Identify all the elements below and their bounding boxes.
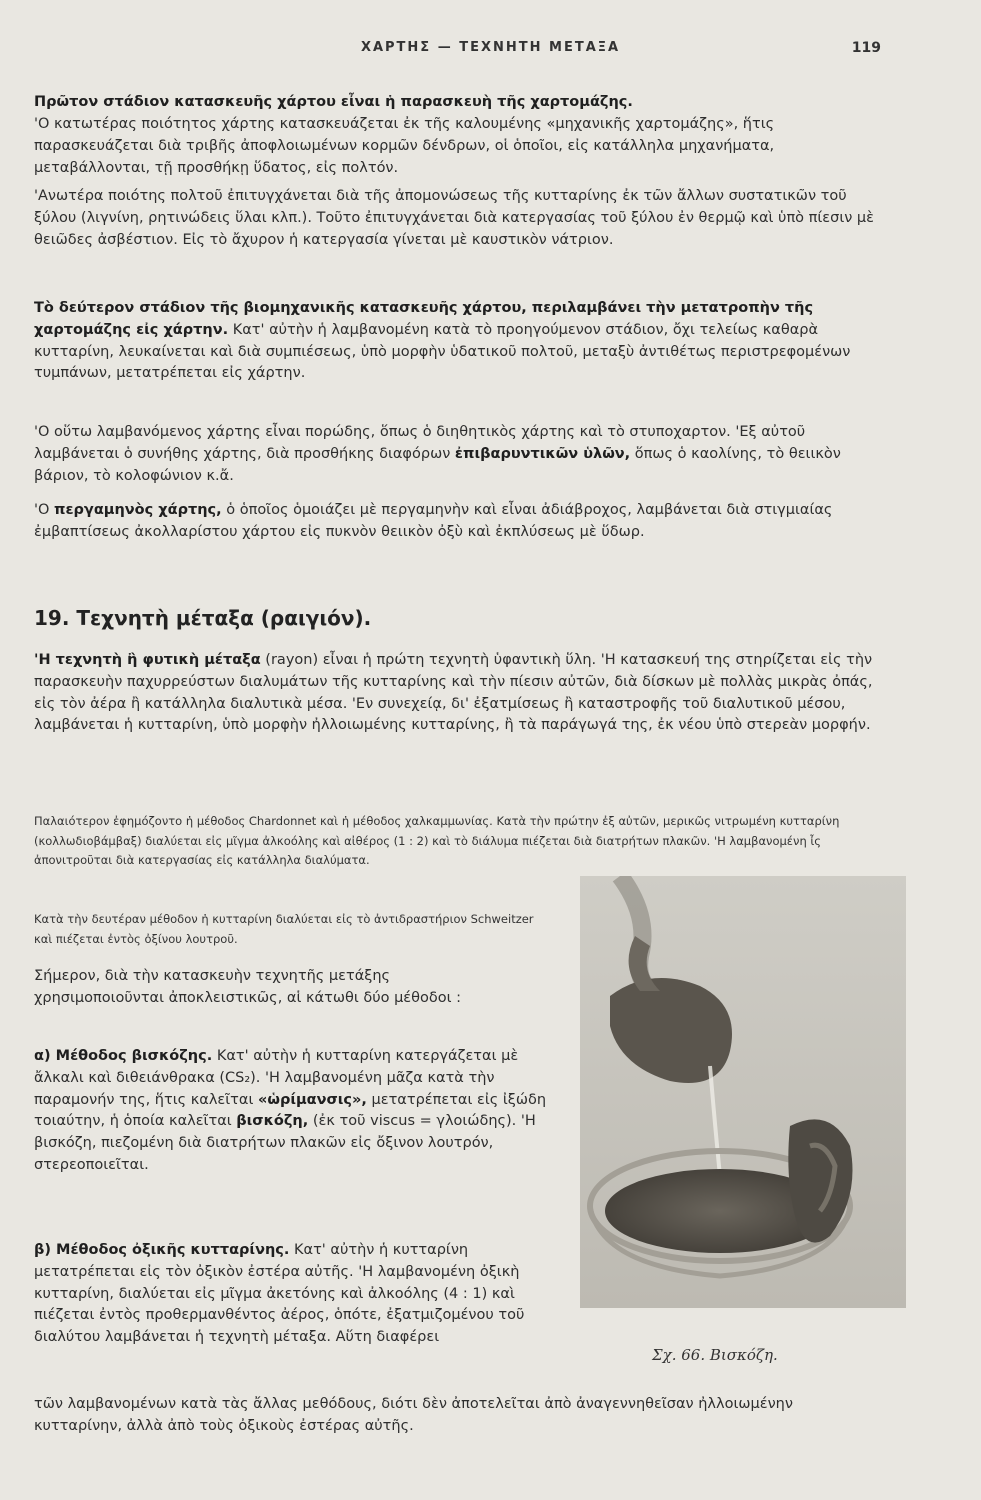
acetate-text-1: Κατ' αὐτὴν ἡ κυτταρίνη μετατρέπεται εἰς τὸν ὀξικὸν ἐστέρα αὐτῆς. 'Η λαμβανομένη ὀξικὴ κυτταρίνη, διαλύεται εἰς μῖγμα ἀκετόνης καὶ ἀλκοόλης (4 : 1) καὶ πιέζεται ἐντὸς προθερμανθέντος ἀέρος, ὁπότε, ἐξατμιζομένου τοῦ διαλύτου λαμβάνεται ἡ τεχνητὴ μέταξα. Αὕτη διαφέρει	[34, 1242, 525, 1346]
figure-caption: Σχ. 66. Βισκόζη.	[652, 1346, 778, 1364]
paragraph-mechanical-pulp: 'Ο κατωτέρας ποιότητος χάρτης κατασκευάζεται ἐκ τῆς καλουμένης «μηχανικῆς χαρτομάζης», ἥτις παρασκευάζεται διὰ τριβῆς ἀποφλοιωμένων κορμῶν δένδρων, οἱ ὁποῖοι, εἰς κατάλληλα μηχανήματα, μεταβάλλονται, τῇ προσθήκῃ ὕδατος, εἰς πολτόν.	[34, 116, 775, 176]
parchment-text-b: ὁ ὁποῖος ὁμοιάζει μὲ περγαμηνὴν καὶ εἶναι ἀδιάβροχος, λαμβάνεται διὰ στιγμιαίας ἐμβαπτίσεως ἀκολλαρίστου χάρτου εἰς πυκνὸν θειικὸν ὀξὺ καὶ ἐκπλύσεως μὲ ὕδωρ.	[34, 502, 833, 540]
stage-two-text: Κατ' αὐτὴν ἡ λαμβανομένη κατὰ τὸ προηγούμενον στάδιον, ὄχι τελείως καθαρὰ κυτταρίνη, λευκαίνεται καὶ διὰ συμπιέσεως, ὑπὸ μορφὴν ὑδατικοῦ πολτοῦ, μεταξὺ ἀντιθέτως περιστρεφομένων τυμπάνων, μετατρέπεται εἰς χάρτην.	[34, 321, 851, 382]
paragraph-porous-paper	[34, 422, 880, 487]
viscose-photo-illustration	[580, 876, 906, 1308]
stage-two-bold: Τὸ δεύτερον στάδιον τῆς βιομηχανικῆς κατασκευῆς χάρτου, περιλαμβάνει τὴν μετατροπὴν τῆς χαρτομάζης εἰς χάρτην.	[34, 300, 814, 338]
paragraph-superior-pulp: 'Ανωτέρα ποιότης πολτοῦ ἐπιτυγχάνεται διὰ τῆς ἀπομονώσεως τῆς κυτταρίνης ἐκ τῶν ἄλλων συστατικῶν τοῦ ξύλου (λιγνίνη, ρητινώδεις ὕλαι κλπ.). Τοῦτο ἐπιτυγχάνεται διὰ κατεργασίας τοῦ ξύλου ἐν θερμῷ καὶ ὑπὸ πίεσιν μὲ θειῶδες ἀσβέστιον. Εἰς τὸ ἄχυρον ἡ κατεργασία γίνεται μὲ καυστικὸν νάτριον.	[34, 188, 874, 248]
rayon-text: (rayon) εἶναι ἡ πρώτη τεχνητὴ ὑφαντικὴ ὕλη. 'Η κατασκευή της στηρίζεται εἰς τὴν παρασκευὴν παχυρρεύστων διαλυμάτων τῆς κυτταρίνης καὶ τὴν πίεσιν αὐτῶν, διὰ δίσκων μὲ πολλὰς μικρὰς ὀπάς, εἰς τὸν ἀέρα ἢ κατάλληλα διαλυτικὰ μέσα. 'Εν συνεχείᾳ, δι' ἐξατμίσεως ἢ καταστροφῆς τοῦ διαλυτικοῦ μέσου, λαμβάνεται ἡ κυτταρίνη, ὑπὸ μορφὴν ἠλλοιωμένης κυτταρίνης, ἢ τὰ παράγωγά της, ἐκ νέου ὑπὸ στερεὰν μορφήν.	[34, 652, 873, 734]
running-head: ΧΑΡΤΗΣ — ΤΕΧΝΗΤΗ ΜΕΤΑΞΑ	[360, 40, 621, 55]
porous-text-a: 'Ο οὕτω λαμβανόμενος χάρτης εἶναι πορώδης, ὅπως ὁ διηθητικὸς χάρτης καὶ τὸ στυποχαρτον. 'Εξ αὐτοῦ λαμβάνεται ὁ συνήθης χάρτης, διὰ προσθήκης διαφόρων	[34, 424, 806, 462]
paragraph-acetate-method	[34, 1240, 562, 1349]
page-header	[0, 40, 981, 64]
parchment-text-a: 'Ο	[34, 502, 55, 518]
paragraph-rayon-intro	[34, 650, 880, 737]
viscose-bold: α) Μέθοδος βισκόζης.	[34, 1048, 213, 1064]
acetate-bold: β) Μέθοδος ὀξικῆς κυτταρίνης.	[34, 1242, 290, 1258]
paragraph-stage-one-heading	[34, 92, 880, 114]
viscose-term-bold: βισκόζη,	[236, 1113, 309, 1130]
small-print-schweitzer: Κατὰ τὴν δευτέραν μέθοδον ἡ κυτταρίνη διαλύεται εἰς τὸ ἀντιδραστήριον Schweitzer καὶ πιέζεται ἐντὸς ὀξίνου λουτροῦ.	[34, 912, 534, 946]
paragraph-acetate-continued: τῶν λαμβανομένων κατὰ τὰς ἄλλας μεθόδους, διότι δὲν ἀποτελεῖται ἀπὸ ἀναγεννηθεῖσαν ἠλλοιωμένην κυτταρίνην, ἀλλὰ ἀπὸ τοὺς ὀξικοὺς ἐστέρας αὐτῆς.	[34, 1396, 793, 1434]
paragraph-viscose-method	[34, 1046, 550, 1177]
paragraph-two-methods: Σήμερον, διὰ τὴν κατασκευὴν τεχνητῆς μετάξης χρησιμοποιοῦνται ἀποκλειστικῶς, αἱ κάτωθι δύο μέθοδοι :	[34, 968, 462, 1006]
porous-bold: ἐπιβαρυντικῶν ὑλῶν,	[454, 445, 631, 462]
porous-text-b: ὅπως ὁ καολίνης, τὸ θειικὸν βάριον, τὸ κολοφώνιον κ.ἄ.	[34, 445, 841, 484]
section-title: 19. Τεχνητὴ μέταξα (ραιγιόν).	[34, 606, 372, 630]
viscose-text-2: μετατρέπεται εἰς ἰξώδη τοιαύτην, ἡ ὁποία καλεῖται	[34, 1091, 547, 1130]
small-print-chardonnet: Παλαιότερον ἐφημόζοντο ἡ μέθοδος Chardonnet καὶ ἡ μέθοδος χαλκαμμωνίας. Κατὰ τὴν πρώτην ἐξ αὐτῶν, μερικῶς νιτρωμένη κυτταρίνη (κολλωδιοβάμβαξ) διαλύεται εἰς μῖγμα ἀλκοόλης καὶ αἰθέρος (1 : 2) καὶ τὸ διάλυμα πιέζεται διὰ διατρήτων πλακῶν. 'Η λαμβανομένη ἶς ἀπονιτροῦται διὰ κατεργασίας εἰς κατάλληλα διαλύματα.	[34, 814, 840, 867]
page-number: 119	[851, 40, 881, 56]
parchment-bold: περγαμηνὸς χάρτης,	[54, 502, 222, 518]
viscose-text-3: (ἐκ τοῦ viscus = γλοιώδης). 'Η βισκόζη, πιεζομένη διὰ διατρήτων πλακῶν εἰς ὄξινον λουτρόν, στερεοποιεῖται.	[34, 1113, 536, 1173]
rayon-bold: 'Η τεχνητὴ ἢ φυτικὴ μέταξα	[34, 652, 261, 668]
paragraph-stage-two	[34, 298, 880, 385]
viscose-photograph	[580, 876, 906, 1308]
viscose-text-1: Κατ' αὐτὴν ἡ κυτταρίνη κατεργάζεται μὲ ἄλκαλι καὶ διθειάνθρακα (CS₂). 'Η λαμβανομένη μᾶζα κατὰ τὴν παραμονήν της, ἥτις καλεῖται	[34, 1048, 519, 1108]
maturing-bold: «ὡρίμανσις»,	[257, 1091, 367, 1108]
stage-one-bold: Πρῶτον στάδιον κατασκευῆς χάρτου εἶναι ἡ παρασκευὴ τῆς χαρτομάζης.	[34, 94, 633, 110]
paragraph-parchment-paper	[34, 500, 880, 544]
